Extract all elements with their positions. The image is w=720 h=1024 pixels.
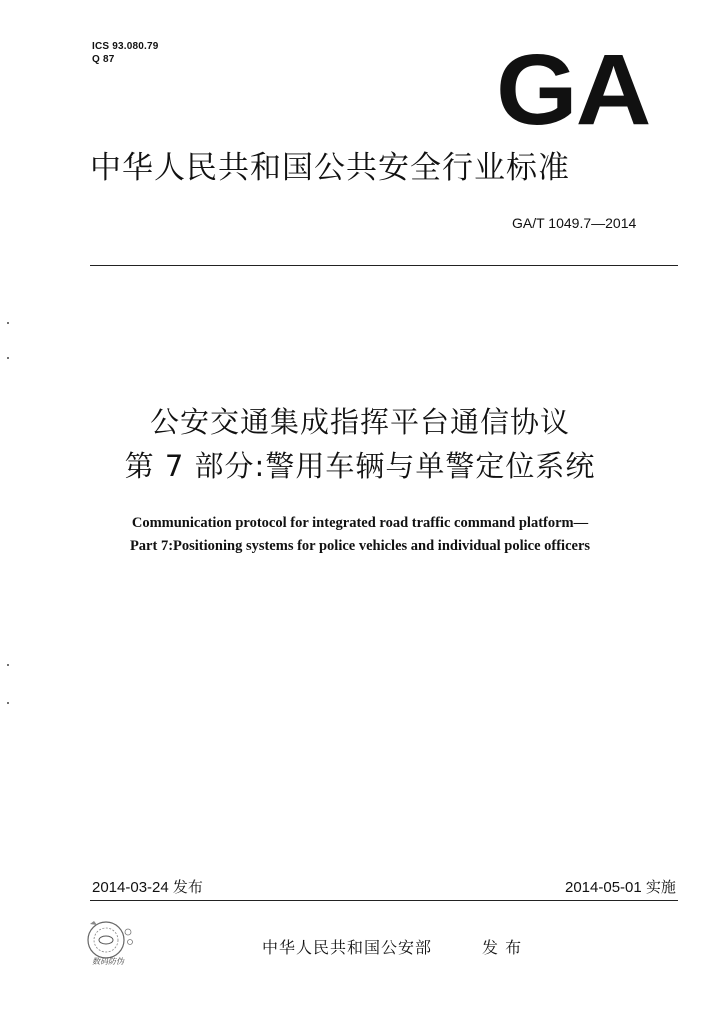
title-cn-line2: 第 7 部分:警用车辆与单警定位系统	[124, 449, 596, 483]
publish-label: 发 布	[482, 938, 523, 957]
scan-speck	[7, 322, 9, 324]
standard-number: GA/T 1049.7—2014	[512, 215, 637, 231]
seal-caption: 数码防伪	[92, 957, 124, 966]
issuer-title: 中华人民共和国公共安全行业标准	[90, 150, 570, 186]
scan-speck	[7, 702, 9, 704]
publisher: 中华人民共和国公安部	[262, 938, 433, 957]
ga-logo: GA	[496, 34, 650, 146]
footer-divider	[90, 900, 678, 901]
ics-code: ICS 93.080.79	[92, 41, 159, 52]
implement-date: 2014-05-01 实施	[565, 879, 676, 896]
title-en-line1: Communication protocol for integrated road traffic command platform—	[131, 515, 589, 531]
header-divider	[90, 265, 678, 266]
scan-speck	[7, 357, 9, 359]
scan-speck	[7, 664, 9, 666]
issue-date: 2014-03-24 发布	[92, 879, 203, 896]
title-cn-line1: 公安交通集成指挥平台通信协议	[149, 405, 570, 439]
title-en-line2: Part 7:Positioning systems for police vehicles and individual police officers	[129, 538, 591, 554]
ccs-code: Q 87	[92, 54, 115, 65]
